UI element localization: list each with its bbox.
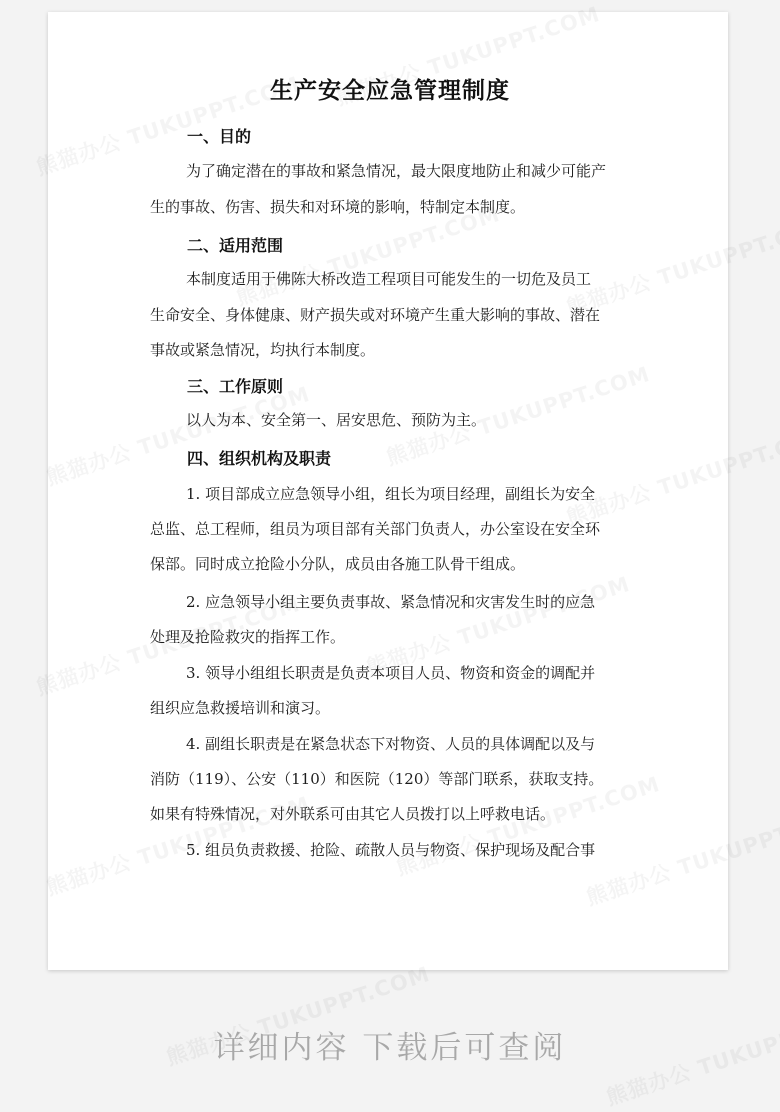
- list-item-line: 如果有特殊情况，对外联系可由其它人员拨打以上呼救电话。: [150, 805, 556, 823]
- list-item-line: 组织应急救援培训和演习。: [150, 699, 331, 717]
- list-item-line: 处理及抢险救灾的指挥工作。: [150, 628, 346, 646]
- list-item-line: 3. 领导小组组长职责是负责本项目人员、物资和资金的调配并: [186, 664, 596, 682]
- list-item-line: 保部。同时成立抢险小分队，成员由各施工队骨干组成。: [150, 555, 526, 573]
- section-heading-organization: 四、组织机构及职责: [187, 449, 332, 468]
- paragraph-line: 事故或紧急情况，均执行本制度。: [150, 341, 376, 359]
- document-title: 生产安全应急管理制度: [270, 78, 510, 104]
- download-prompt[interactable]: 详细内容 下载后可查阅: [213, 1030, 567, 1066]
- list-item-line: 1. 项目部成立应急领导小组，组长为项目经理，副组长为安全: [186, 485, 596, 503]
- paragraph-line: 生命安全、身体健康、财产损失或对环境产生重大影响的事故、潜在: [150, 306, 601, 324]
- list-item-line: 4. 副组长职责是在紧急状态下对物资、人员的具体调配以及与: [186, 735, 596, 753]
- paragraph-line: 本制度适用于佛陈大桥改造工程项目可能发生的一切危及员工: [186, 270, 592, 288]
- section-heading-principles: 三、工作原则: [187, 377, 284, 396]
- section-heading-purpose: 一、目的: [187, 127, 252, 146]
- list-item-line: 总监、总工程师，组员为项目部有关部门负责人，办公室设在安全环: [150, 520, 601, 538]
- paragraph-line: 生的事故、伤害、损失和对环境的影响，特制定本制度。: [150, 198, 526, 216]
- paragraph-line: 以人为本、安全第一、居安思危、预防为主。: [186, 411, 487, 429]
- paragraph-line: 为了确定潜在的事故和紧急情况，最大限度地防止和减少可能产: [186, 162, 607, 180]
- list-item-line: 5. 组员负责救援、抢险、疏散人员与物资、保护现场及配合事: [186, 841, 596, 859]
- list-item-line: 消防（119）、公安（110）和医院（120）等部门联系，获取支持。: [150, 770, 604, 788]
- list-item-line: 2. 应急领导小组主要负责事故、紧急情况和灾害发生时的应急: [186, 593, 596, 611]
- section-heading-scope: 二、适用范围: [187, 236, 284, 255]
